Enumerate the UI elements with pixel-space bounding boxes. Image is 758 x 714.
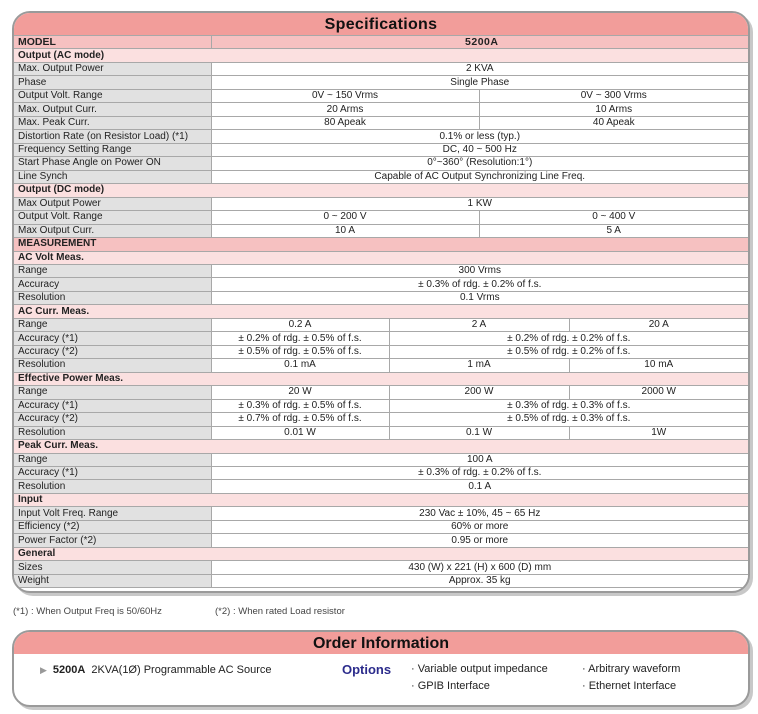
row-value: 20 W: [211, 386, 389, 399]
row-value: 10 Arms: [479, 103, 748, 116]
row-label: Range: [14, 264, 211, 277]
row-value: 1 mA: [389, 359, 569, 372]
row-value: 0.95 or more: [211, 534, 748, 547]
table-row: [14, 399, 748, 412]
table-row: [14, 520, 748, 533]
table-row: [14, 426, 748, 439]
table-row: [14, 157, 748, 170]
row-label: Max. Output Curr.: [14, 103, 211, 116]
row-value: Approx. 35 kg: [211, 574, 748, 587]
row-value: ± 0.3% of rdg. ± 0.3% of f.s.: [389, 399, 748, 412]
row-label: Weight: [14, 574, 211, 587]
section-header: MEASUREMENT: [14, 238, 748, 251]
section-ac-volt: [14, 251, 748, 264]
row-value: 1 KW: [211, 197, 748, 210]
row-value: 5 A: [479, 224, 748, 237]
table-row: [14, 534, 748, 547]
row-label: Max Output Curr.: [14, 224, 211, 237]
row-value: 0 ~ 400 V: [479, 211, 748, 224]
row-label: Frequency Setting Range: [14, 143, 211, 156]
section-header: General: [14, 547, 748, 560]
section-dc-mode: [14, 184, 748, 197]
table-row: [14, 332, 748, 345]
row-value: 0.1 A: [211, 480, 748, 493]
footnote-2: (*2) : When rated Load resistor: [215, 606, 345, 617]
row-value: 0V ~ 300 Vrms: [479, 89, 748, 102]
row-value: 200 W: [389, 386, 569, 399]
row-value: ± 0.3% of rdg. ± 0.2% of f.s.: [211, 467, 748, 480]
row-value: 40 Apeak: [479, 116, 748, 129]
section-ac-mode: [14, 49, 748, 62]
section-header: Input: [14, 493, 748, 506]
model-label: MODEL: [14, 36, 211, 49]
section-measurement: [14, 238, 748, 251]
table-row: [14, 143, 748, 156]
row-label: Resolution: [14, 426, 211, 439]
row-label: Range: [14, 386, 211, 399]
model-value: 5200A: [211, 36, 748, 49]
row-value: 10 mA: [569, 359, 748, 372]
row-label: Resolution: [14, 359, 211, 372]
table-row: [14, 480, 748, 493]
row-value: ± 0.2% of rdg. ± 0.2% of f.s.: [389, 332, 748, 345]
row-label: Line Synch: [14, 170, 211, 183]
order-information-panel: [12, 630, 750, 707]
row-value: ± 0.3% of rdg. ± 0.2% of f.s.: [211, 278, 748, 291]
row-label: Accuracy (*2): [14, 413, 211, 426]
row-label: Resolution: [14, 480, 211, 493]
row-label: Sizes: [14, 561, 211, 574]
table-row: [14, 278, 748, 291]
section-input: [14, 493, 748, 506]
row-label: Accuracy: [14, 278, 211, 291]
row-value: ± 0.7% of rdg. ± 0.5% of f.s.: [211, 413, 389, 426]
triangle-bullet-icon: ▶: [40, 665, 47, 675]
row-label: Output Volt. Range: [14, 89, 211, 102]
row-value: 20 Arms: [211, 103, 479, 116]
model-row: [14, 36, 748, 49]
order-item: [40, 664, 272, 676]
order-description: 2KVA(1Ø) Programmable AC Source: [91, 664, 272, 676]
row-value: 300 Vrms: [211, 264, 748, 277]
row-value: 2000 W: [569, 386, 748, 399]
table-row: [14, 574, 748, 587]
row-label: Input Volt Freq. Range: [14, 507, 211, 520]
row-label: Efficiency (*2): [14, 520, 211, 533]
table-row: [14, 413, 748, 426]
section-header: Output (DC mode): [14, 184, 748, 197]
section-header: AC Volt Meas.: [14, 251, 748, 264]
specifications-table: [14, 35, 748, 588]
section-effective-power: [14, 372, 748, 385]
row-label: Range: [14, 318, 211, 331]
row-label: Resolution: [14, 291, 211, 304]
table-row: [14, 318, 748, 331]
table-row: [14, 130, 748, 143]
table-row: [14, 345, 748, 358]
row-label: Accuracy (*2): [14, 345, 211, 358]
table-row: [14, 89, 748, 102]
table-row: [14, 211, 748, 224]
table-row: [14, 224, 748, 237]
row-value: 0°~360° (Resolution:1°): [211, 157, 748, 170]
row-value: 430 (W) x 221 (H) x 600 (D) mm: [211, 561, 748, 574]
row-value: DC, 40 ~ 500 Hz: [211, 143, 748, 156]
row-value: 1W: [569, 426, 748, 439]
table-row: [14, 103, 748, 116]
row-label: Power Factor (*2): [14, 534, 211, 547]
row-label: Max. Output Power: [14, 62, 211, 75]
table-row: [14, 62, 748, 75]
row-value: 0.01 W: [211, 426, 389, 439]
order-code: 5200A: [52, 664, 86, 676]
row-value: Capable of AC Output Synchronizing Line Freq.: [211, 170, 748, 183]
row-value: ± 0.5% of rdg. ± 0.5% of f.s.: [211, 345, 389, 358]
table-row: [14, 386, 748, 399]
specifications-title: Specifications: [14, 13, 748, 35]
row-label: Distortion Rate (on Resistor Load) (*1): [14, 130, 211, 143]
option-item: · Arbitrary waveform: [582, 663, 681, 675]
row-value: ± 0.5% of rdg. ± 0.3% of f.s.: [389, 413, 748, 426]
section-header: Peak Curr. Meas.: [14, 440, 748, 453]
row-value: 0.2 A: [211, 318, 389, 331]
footnotes: [13, 606, 345, 617]
section-peak-curr: [14, 440, 748, 453]
row-label: Accuracy (*1): [14, 332, 211, 345]
option-item: · GPIB Interface: [411, 680, 490, 692]
table-row: [14, 507, 748, 520]
table-row: [14, 561, 748, 574]
section-header: Effective Power Meas.: [14, 372, 748, 385]
row-value: 0.1 Vrms: [211, 291, 748, 304]
row-label: Phase: [14, 76, 211, 89]
table-row: [14, 264, 748, 277]
row-label: Output Volt. Range: [14, 211, 211, 224]
row-value: ± 0.3% of rdg. ± 0.5% of f.s.: [211, 399, 389, 412]
section-header: AC Curr. Meas.: [14, 305, 748, 318]
row-value: Single Phase: [211, 76, 748, 89]
footnote-1: (*1) : When Output Freq is 50/60Hz: [13, 606, 162, 617]
section-general: [14, 547, 748, 560]
row-label: Max Output Power: [14, 197, 211, 210]
row-value: 230 Vac ± 10%, 45 ~ 65 Hz: [211, 507, 748, 520]
options-label: Options: [342, 662, 392, 677]
row-label: Max. Peak Curr.: [14, 116, 211, 129]
section-header: Output (AC mode): [14, 49, 748, 62]
row-value: 100 A: [211, 453, 748, 466]
row-value: 0.1 mA: [211, 359, 389, 372]
row-value: 0.1% or less (typ.): [211, 130, 748, 143]
row-value: 10 A: [211, 224, 479, 237]
row-value: 2 A: [389, 318, 569, 331]
section-ac-curr: [14, 305, 748, 318]
table-row: [14, 76, 748, 89]
specifications-panel: [12, 11, 750, 593]
row-value: 2 KVA: [211, 62, 748, 75]
row-label: Accuracy (*1): [14, 399, 211, 412]
row-value: ± 0.5% of rdg. ± 0.2% of f.s.: [389, 345, 748, 358]
table-row: [14, 359, 748, 372]
row-label: Start Phase Angle on Power ON: [14, 157, 211, 170]
row-label: Range: [14, 453, 211, 466]
option-item: · Variable output impedance: [411, 663, 548, 675]
row-value: 20 A: [569, 318, 748, 331]
row-value: 0.1 W: [389, 426, 569, 439]
table-row: [14, 453, 748, 466]
row-value: 60% or more: [211, 520, 748, 533]
row-value: ± 0.2% of rdg. ± 0.5% of f.s.: [211, 332, 389, 345]
row-value: 0V ~ 150 Vrms: [211, 89, 479, 102]
option-item: · Ethernet Interface: [582, 680, 677, 692]
row-value: 80 Apeak: [211, 116, 479, 129]
table-row: [14, 467, 748, 480]
order-information-title: Order Information: [14, 632, 748, 654]
table-row: [14, 291, 748, 304]
table-row: [14, 197, 748, 210]
row-value: 0 ~ 200 V: [211, 211, 479, 224]
row-label: Accuracy (*1): [14, 467, 211, 480]
table-row: [14, 116, 748, 129]
table-row: [14, 170, 748, 183]
